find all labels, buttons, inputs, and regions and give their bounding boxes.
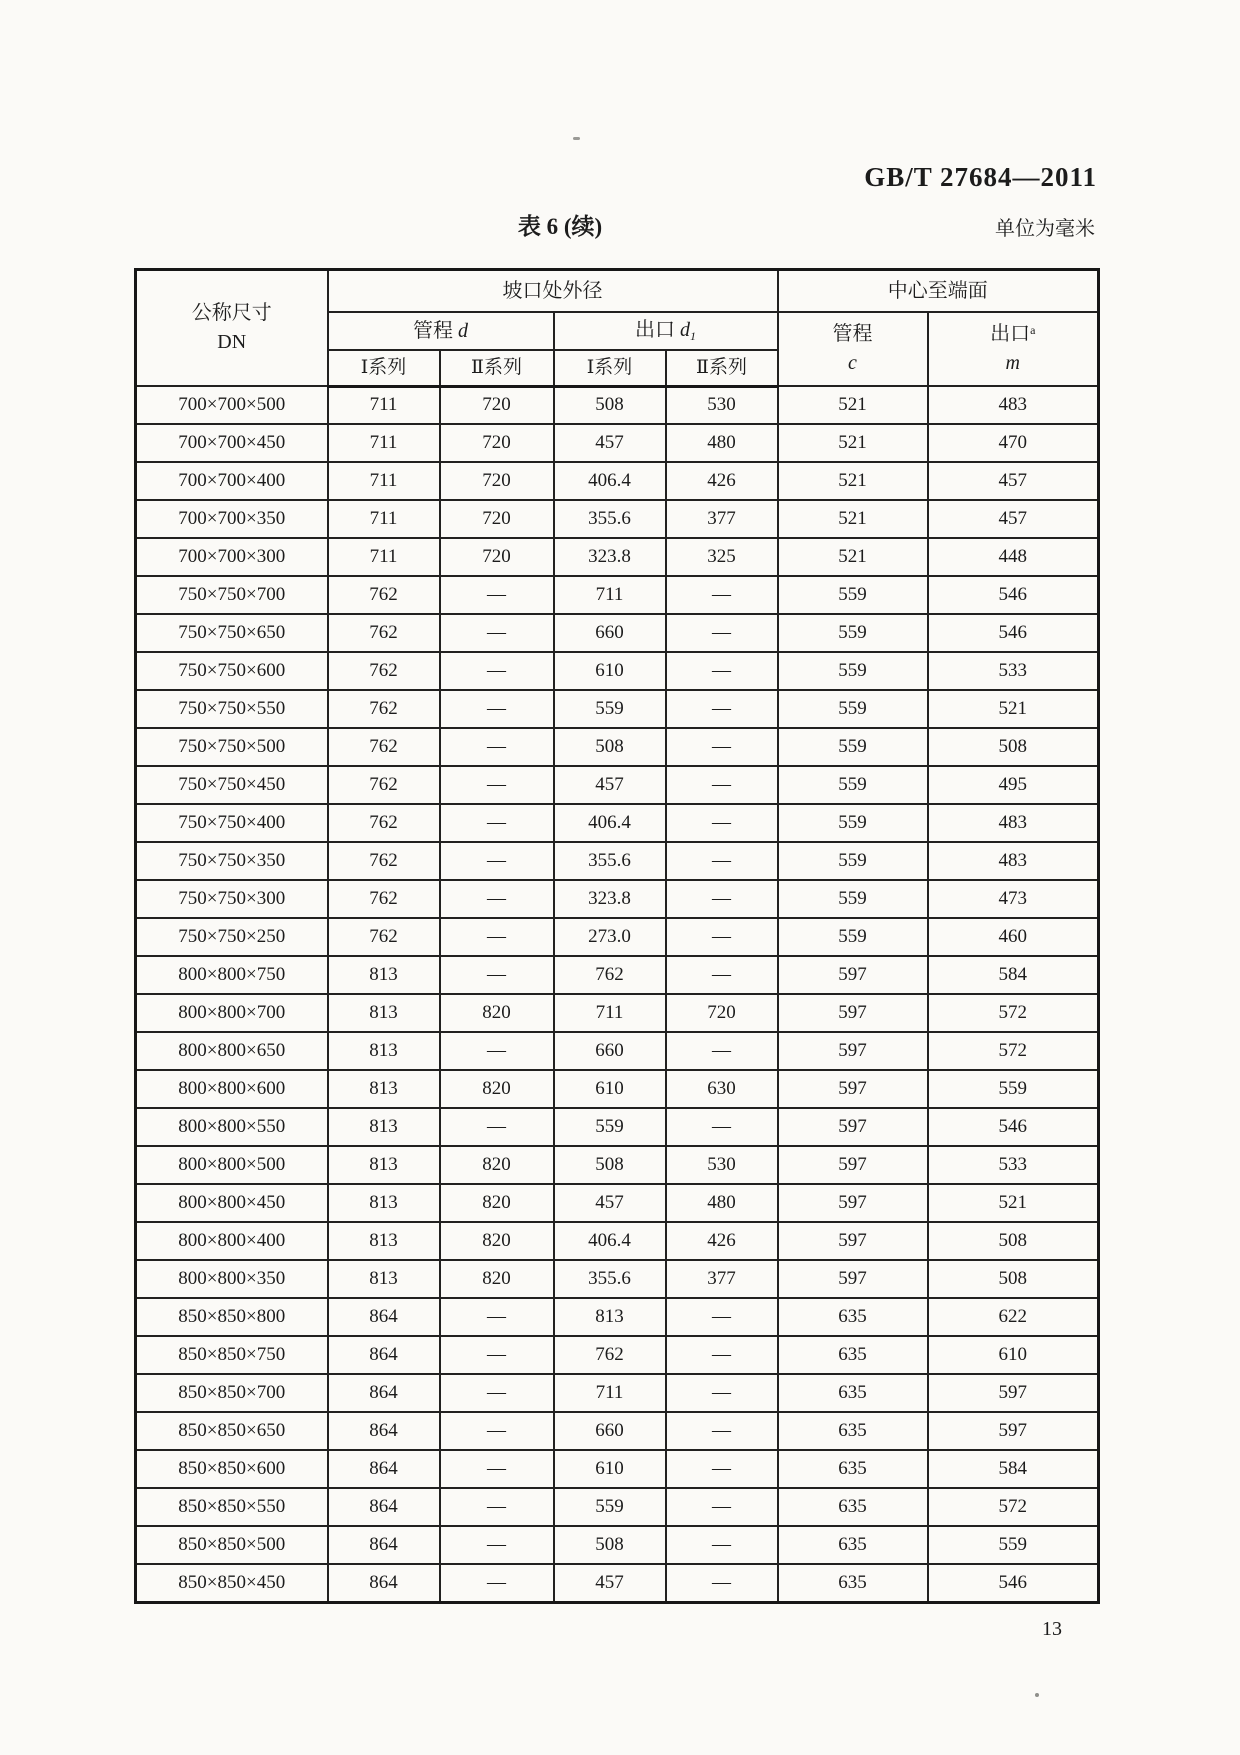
value-cell: — [666, 576, 778, 614]
value-cell: 495 [928, 766, 1099, 804]
value-cell: 521 [928, 1184, 1099, 1222]
value-cell: 508 [554, 1526, 666, 1564]
value-cell: 323.8 [554, 538, 666, 576]
value-cell: 762 [328, 766, 440, 804]
table-row [136, 804, 1099, 842]
value-cell: 720 [440, 386, 554, 424]
value-cell: 820 [440, 1260, 554, 1298]
value-cell: 483 [928, 386, 1099, 424]
dn-cell: 850×850×600 [136, 1450, 328, 1488]
value-cell: — [440, 652, 554, 690]
value-cell: 813 [328, 956, 440, 994]
value-cell: 457 [928, 500, 1099, 538]
value-cell: — [440, 1488, 554, 1526]
value-cell: 711 [554, 994, 666, 1032]
value-cell: 530 [666, 1146, 778, 1184]
dn-cell: 750×750×250 [136, 918, 328, 956]
value-cell: 530 [666, 386, 778, 424]
value-cell: 406.4 [554, 804, 666, 842]
value-cell: 355.6 [554, 500, 666, 538]
table-header [136, 270, 1099, 387]
value-cell: — [440, 1450, 554, 1488]
value-cell: 448 [928, 538, 1099, 576]
value-cell: 660 [554, 614, 666, 652]
value-cell: 597 [928, 1374, 1099, 1412]
unit-note: 单位为毫米 [995, 218, 1095, 240]
table-row [136, 994, 1099, 1032]
value-cell: 635 [778, 1298, 928, 1336]
value-cell: — [666, 652, 778, 690]
value-cell: 820 [440, 1222, 554, 1260]
table-row [136, 1032, 1099, 1070]
value-cell: — [440, 1298, 554, 1336]
dn-cell: 800×800×350 [136, 1260, 328, 1298]
value-cell: 521 [928, 690, 1099, 728]
value-cell: 610 [554, 1450, 666, 1488]
value-cell: 473 [928, 880, 1099, 918]
value-cell: 559 [778, 766, 928, 804]
header-series-4: Ⅱ系列 [666, 350, 778, 386]
value-cell: 720 [440, 424, 554, 462]
value-cell: 546 [928, 576, 1099, 614]
value-cell: 323.8 [554, 880, 666, 918]
header-run-var: d [458, 319, 468, 342]
value-cell: 508 [554, 1146, 666, 1184]
dn-cell: 750×750×650 [136, 614, 328, 652]
value-cell: 813 [328, 994, 440, 1032]
dn-cell: 850×850×650 [136, 1412, 328, 1450]
value-cell: 720 [666, 994, 778, 1032]
value-cell: 377 [666, 500, 778, 538]
table-row [136, 1108, 1099, 1146]
value-cell: — [440, 576, 554, 614]
value-cell: 762 [328, 728, 440, 766]
header-center-run-label: 管程 [832, 323, 873, 345]
scan-artifact-dash [573, 137, 580, 140]
dn-cell: 700×700×300 [136, 538, 328, 576]
value-cell: 864 [328, 1526, 440, 1564]
value-cell: 864 [328, 1564, 440, 1602]
dn-cell: 700×700×450 [136, 424, 328, 462]
value-cell: 597 [778, 994, 928, 1032]
dn-cell: 850×850×750 [136, 1336, 328, 1374]
value-cell: 457 [928, 462, 1099, 500]
value-cell: 762 [328, 690, 440, 728]
table-row [136, 1260, 1099, 1298]
value-cell: 559 [778, 918, 928, 956]
header-dn [136, 270, 328, 387]
value-cell: 325 [666, 538, 778, 576]
scan-artifact-dot [1035, 1693, 1039, 1697]
value-cell: 559 [778, 804, 928, 842]
value-cell: 597 [778, 1032, 928, 1070]
value-cell: 813 [328, 1260, 440, 1298]
value-cell: 820 [440, 1070, 554, 1108]
value-cell: — [666, 1032, 778, 1070]
value-cell: 559 [928, 1070, 1099, 1108]
value-cell: — [666, 1450, 778, 1488]
value-cell: — [440, 1032, 554, 1070]
table-row [136, 652, 1099, 690]
value-cell: 521 [778, 386, 928, 424]
value-cell: 426 [666, 462, 778, 500]
value-cell: 559 [778, 690, 928, 728]
value-cell: 521 [778, 424, 928, 462]
table-row [136, 842, 1099, 880]
header-group-outer-diameter: 坡口处外径 [328, 270, 778, 313]
value-cell: 762 [554, 956, 666, 994]
value-cell: 559 [778, 576, 928, 614]
header-outlet-label: 出口 [635, 319, 675, 341]
dn-cell: 850×850×700 [136, 1374, 328, 1412]
value-cell: 559 [778, 614, 928, 652]
value-cell: — [666, 880, 778, 918]
header-series-1: Ⅰ系列 [328, 350, 440, 386]
value-cell: — [666, 918, 778, 956]
dn-cell: 750×750×450 [136, 766, 328, 804]
value-cell: 610 [928, 1336, 1099, 1374]
header-outlet-var-sub: 1 [690, 329, 696, 343]
value-cell: — [440, 1526, 554, 1564]
value-cell: 622 [928, 1298, 1099, 1336]
value-cell: 864 [328, 1450, 440, 1488]
value-cell: 508 [554, 728, 666, 766]
value-cell: — [666, 1374, 778, 1412]
value-cell: 559 [554, 1108, 666, 1146]
value-cell: 597 [778, 1184, 928, 1222]
value-cell: — [666, 1336, 778, 1374]
value-cell: 508 [928, 728, 1099, 766]
value-cell: 559 [778, 842, 928, 880]
value-cell: 597 [778, 1260, 928, 1298]
table-row [136, 766, 1099, 804]
table-row [136, 1070, 1099, 1108]
value-cell: 480 [666, 424, 778, 462]
value-cell: 355.6 [554, 1260, 666, 1298]
value-cell: 546 [928, 614, 1099, 652]
value-cell: 635 [778, 1412, 928, 1450]
value-cell: 864 [328, 1374, 440, 1412]
header-center-run [778, 312, 928, 386]
value-cell: 406.4 [554, 462, 666, 500]
dn-cell: 750×750×550 [136, 690, 328, 728]
header-run-label: 管程 [413, 319, 453, 342]
dn-cell: 750×750×350 [136, 842, 328, 880]
value-cell: 711 [328, 386, 440, 424]
value-cell: 762 [328, 652, 440, 690]
value-cell: — [666, 1298, 778, 1336]
value-cell: 470 [928, 424, 1099, 462]
table-row [136, 386, 1099, 424]
value-cell: — [666, 1108, 778, 1146]
table-row [136, 880, 1099, 918]
value-cell: 762 [328, 842, 440, 880]
dn-cell: 700×700×350 [136, 500, 328, 538]
value-cell: 711 [328, 538, 440, 576]
value-cell: 572 [928, 994, 1099, 1032]
value-cell: — [440, 690, 554, 728]
value-cell: 521 [778, 500, 928, 538]
value-cell: 597 [778, 1222, 928, 1260]
value-cell: 711 [328, 462, 440, 500]
value-cell: — [666, 614, 778, 652]
value-cell: 711 [328, 500, 440, 538]
header-group-center-to-face: 中心至端面 [778, 270, 1099, 313]
value-cell: 820 [440, 1146, 554, 1184]
value-cell: — [666, 1564, 778, 1602]
dn-cell: 800×800×550 [136, 1108, 328, 1146]
value-cell: — [666, 804, 778, 842]
value-cell: 864 [328, 1336, 440, 1374]
value-cell: — [666, 728, 778, 766]
value-cell: 572 [928, 1488, 1099, 1526]
table-row [136, 918, 1099, 956]
header-dn-line2: DN [217, 331, 247, 353]
value-cell: — [666, 690, 778, 728]
value-cell: 559 [778, 652, 928, 690]
header-row-groups [136, 270, 1099, 313]
value-cell: 635 [778, 1564, 928, 1602]
value-cell: 711 [554, 576, 666, 614]
value-cell: 635 [778, 1488, 928, 1526]
value-cell: 457 [554, 1184, 666, 1222]
value-cell: — [440, 842, 554, 880]
value-cell: — [440, 1412, 554, 1450]
value-cell: 660 [554, 1412, 666, 1450]
table-row [136, 424, 1099, 462]
value-cell: 533 [928, 1146, 1099, 1184]
dimension-table [134, 268, 1100, 1604]
value-cell: — [666, 1526, 778, 1564]
value-cell: 273.0 [554, 918, 666, 956]
value-cell: 762 [328, 576, 440, 614]
value-cell: 483 [928, 842, 1099, 880]
value-cell: — [440, 728, 554, 766]
dn-cell: 750×750×700 [136, 576, 328, 614]
value-cell: 559 [554, 690, 666, 728]
table-row [136, 1526, 1099, 1564]
value-cell: 460 [928, 918, 1099, 956]
value-cell: — [666, 1488, 778, 1526]
dn-cell: 800×800×450 [136, 1184, 328, 1222]
table-row [136, 728, 1099, 766]
table-row [136, 538, 1099, 576]
value-cell: 635 [778, 1526, 928, 1564]
dn-cell: 800×800×600 [136, 1070, 328, 1108]
header-center-outlet-sup: a [1030, 323, 1036, 337]
value-cell: 720 [440, 500, 554, 538]
value-cell: 457 [554, 1564, 666, 1602]
dn-cell: 750×750×500 [136, 728, 328, 766]
value-cell: 813 [328, 1070, 440, 1108]
value-cell: 711 [328, 424, 440, 462]
table-row [136, 690, 1099, 728]
dn-cell: 850×850×550 [136, 1488, 328, 1526]
value-cell: — [440, 766, 554, 804]
value-cell: 720 [440, 538, 554, 576]
value-cell: 584 [928, 1450, 1099, 1488]
dn-cell: 800×800×700 [136, 994, 328, 1032]
value-cell: 559 [778, 880, 928, 918]
value-cell: 864 [328, 1298, 440, 1336]
value-cell: 584 [928, 956, 1099, 994]
value-cell: 355.6 [554, 842, 666, 880]
value-cell: 457 [554, 424, 666, 462]
value-cell: 533 [928, 652, 1099, 690]
value-cell: — [440, 1336, 554, 1374]
value-cell: 610 [554, 652, 666, 690]
value-cell: 820 [440, 994, 554, 1032]
dn-cell: 700×700×500 [136, 386, 328, 424]
dn-cell: 700×700×400 [136, 462, 328, 500]
value-cell: 762 [328, 614, 440, 652]
page-number: 13 [1042, 1618, 1062, 1640]
value-cell: 820 [440, 1184, 554, 1222]
value-cell: 377 [666, 1260, 778, 1298]
value-cell: 559 [778, 728, 928, 766]
value-cell: 559 [554, 1488, 666, 1526]
header-run-d [328, 312, 554, 350]
value-cell: 406.4 [554, 1222, 666, 1260]
value-cell: 635 [778, 1336, 928, 1374]
value-cell: 572 [928, 1032, 1099, 1070]
value-cell: 597 [778, 956, 928, 994]
standard-code: GB/T 27684—2011 [864, 162, 1097, 192]
value-cell: 813 [328, 1222, 440, 1260]
value-cell: — [666, 956, 778, 994]
value-cell: 630 [666, 1070, 778, 1108]
value-cell: 762 [554, 1336, 666, 1374]
table-row [136, 1564, 1099, 1602]
value-cell: 813 [328, 1184, 440, 1222]
value-cell: — [666, 766, 778, 804]
value-cell: 597 [778, 1146, 928, 1184]
header-series-3: Ⅰ系列 [554, 350, 666, 386]
dn-cell: 800×800×400 [136, 1222, 328, 1260]
table-row [136, 1336, 1099, 1374]
value-cell: 457 [554, 766, 666, 804]
header-center-outlet-var: m [1005, 352, 1020, 374]
dn-cell: 800×800×500 [136, 1146, 328, 1184]
table-caption: 表 6 (续) [517, 214, 603, 239]
header-center-outlet-line1 [929, 320, 1098, 349]
value-cell: 813 [328, 1108, 440, 1146]
value-cell: 762 [328, 804, 440, 842]
table-row [136, 1146, 1099, 1184]
header-center-run-var: c [848, 352, 857, 374]
value-cell: — [440, 1374, 554, 1412]
value-cell: — [440, 956, 554, 994]
dn-cell: 750×750×300 [136, 880, 328, 918]
table-row [136, 614, 1099, 652]
value-cell: 546 [928, 1564, 1099, 1602]
value-cell: 508 [928, 1222, 1099, 1260]
value-cell: — [440, 1564, 554, 1602]
value-cell: 546 [928, 1108, 1099, 1146]
dn-cell: 850×850×500 [136, 1526, 328, 1564]
table-row [136, 1374, 1099, 1412]
header-dn-line1: 公称尺寸 [191, 302, 272, 324]
value-cell: 483 [928, 804, 1099, 842]
table-row [136, 462, 1099, 500]
value-cell: 813 [328, 1146, 440, 1184]
dn-cell: 850×850×800 [136, 1298, 328, 1336]
value-cell: — [440, 918, 554, 956]
header-outlet-d1 [554, 312, 778, 350]
table-row [136, 1184, 1099, 1222]
value-cell: 480 [666, 1184, 778, 1222]
table-row [136, 1488, 1099, 1526]
value-cell: 508 [928, 1260, 1099, 1298]
table-row [136, 956, 1099, 994]
dn-cell: 850×850×450 [136, 1564, 328, 1602]
table-row [136, 1222, 1099, 1260]
value-cell: 521 [778, 462, 928, 500]
header-outlet-var: d [680, 319, 690, 341]
value-cell: 711 [554, 1374, 666, 1412]
value-cell: 426 [666, 1222, 778, 1260]
header-center-outlet [928, 312, 1099, 386]
dn-cell: 750×750×400 [136, 804, 328, 842]
value-cell: 508 [554, 386, 666, 424]
value-cell: 610 [554, 1070, 666, 1108]
value-cell: — [666, 1412, 778, 1450]
value-cell: 635 [778, 1450, 928, 1488]
value-cell: 813 [328, 1032, 440, 1070]
value-cell: 813 [554, 1298, 666, 1336]
value-cell: — [666, 842, 778, 880]
value-cell: — [440, 804, 554, 842]
table-row [136, 576, 1099, 614]
table-body [136, 386, 1099, 1602]
dn-cell: 800×800×750 [136, 956, 328, 994]
table-row [136, 1298, 1099, 1336]
value-cell: — [440, 1108, 554, 1146]
value-cell: 762 [328, 918, 440, 956]
value-cell: 521 [778, 538, 928, 576]
value-cell: 864 [328, 1412, 440, 1450]
value-cell: 597 [778, 1108, 928, 1146]
value-cell: — [440, 614, 554, 652]
value-cell: 864 [328, 1488, 440, 1526]
table-row [136, 1450, 1099, 1488]
value-cell: 720 [440, 462, 554, 500]
value-cell: 597 [928, 1412, 1099, 1450]
value-cell: — [440, 880, 554, 918]
header-series-2: Ⅱ系列 [440, 350, 554, 386]
table-row [136, 500, 1099, 538]
value-cell: 660 [554, 1032, 666, 1070]
header-center-outlet-label: 出口 [990, 323, 1031, 345]
value-cell: 635 [778, 1374, 928, 1412]
value-cell: 559 [928, 1526, 1099, 1564]
value-cell: 597 [778, 1070, 928, 1108]
dn-cell: 800×800×650 [136, 1032, 328, 1070]
value-cell: 762 [328, 880, 440, 918]
dn-cell: 750×750×600 [136, 652, 328, 690]
table-row [136, 1412, 1099, 1450]
